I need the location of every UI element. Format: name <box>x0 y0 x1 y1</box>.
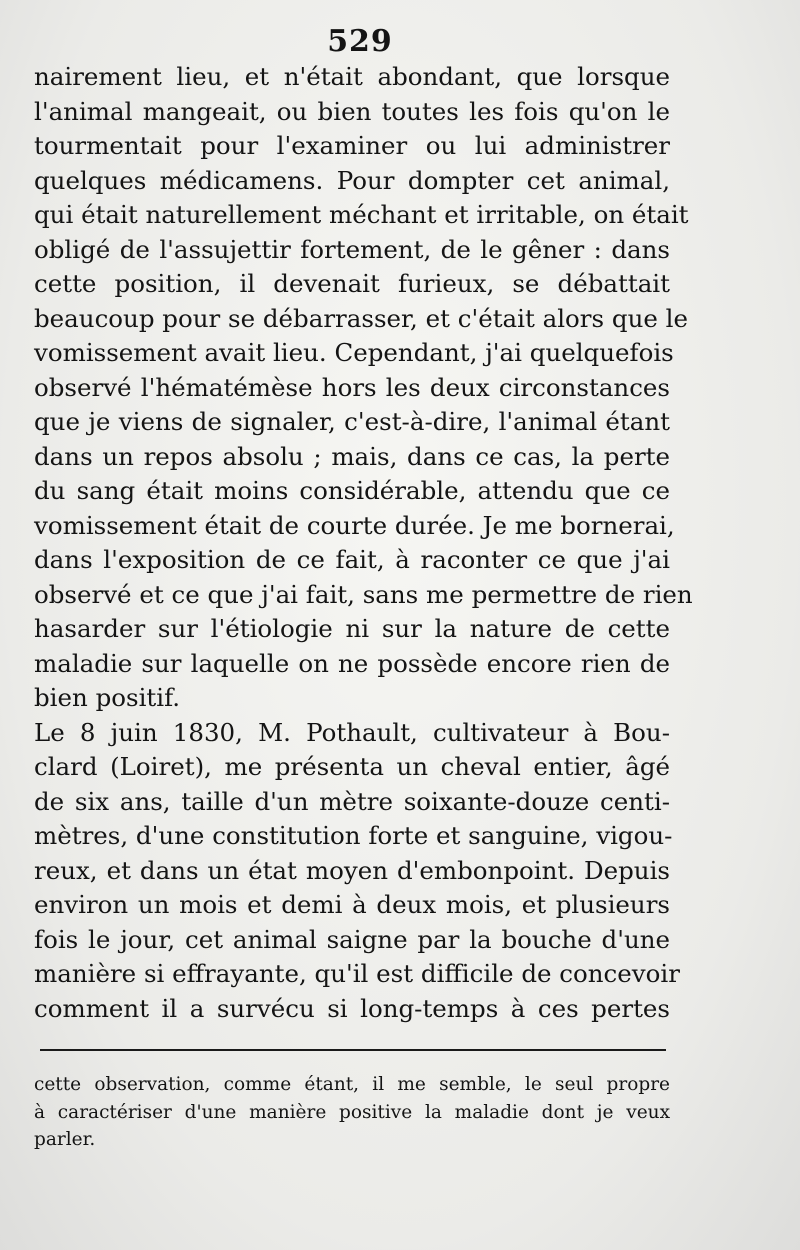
text-line: vomissement était de courte durée. Je me bornerai, <box>34 510 675 540</box>
text-line: quelques médicamens. Pour dompter cet animal, <box>34 165 670 195</box>
text-line: du sang était moins considérable, attendu que ce <box>34 476 670 505</box>
text-line: nairement lieu, et n'était abondant, que lorsque <box>34 62 670 91</box>
text-line: de six ans, taille d'un mètre soixante-douze centi- <box>34 786 670 816</box>
text-line: observé l'hématémèse hors les deux circonstances <box>34 372 670 402</box>
text-line: observé et ce que j'ai fait, sans me permettre de rien <box>34 579 693 609</box>
text-line: hasarder sur l'étiologie ni sur la nature de cette <box>34 614 670 643</box>
text-line: clard (Loiret), me présenta un cheval entier, âgé <box>34 752 670 781</box>
text-line: manière si effrayante, qu'il est difficile de concevoir <box>34 959 680 988</box>
text-line: qui était naturellement méchant et irritable, on était <box>34 200 689 229</box>
text-line: obligé de l'assujettir fortement, de le gêner : dans <box>34 234 670 264</box>
text-line: tourmentait pour l'examiner ou lui administrer <box>34 131 670 160</box>
text-line: reux, et dans un état moyen d'embonpoint. Depuis <box>34 855 670 885</box>
text-line: dans l'exposition de ce fait, à raconter ce que j'ai <box>34 545 670 574</box>
footnote-rule <box>40 1049 666 1051</box>
text-line: bien positif. <box>34 683 181 712</box>
text-line: maladie sur laquelle on ne possède encore rien de <box>34 648 670 678</box>
text-line: beaucoup pour se débarrasser, et c'était alors que le <box>34 303 688 333</box>
text-line: environ un mois et demi à deux mois, et plusieurs <box>34 890 670 919</box>
text-line: que je viens de signaler, c'est-à-dire, l'animal étant <box>34 407 670 436</box>
text-line: cette position, il devenait furieux, se débattait <box>34 269 670 298</box>
footnote-line: cette observation, comme étant, il me semble, le seul propre <box>34 1074 670 1095</box>
text-line: fois le jour, cet animal saigne par la bouche d'une <box>34 924 670 954</box>
text-line: vomissement avait lieu. Cependant, j'ai quelquefois <box>34 338 674 367</box>
footnote <box>34 1071 670 1154</box>
body-text <box>34 60 693 1026</box>
footnote-line: parler. <box>34 1129 96 1150</box>
page-number: 529 <box>327 24 393 59</box>
footnote-line: à caractériser d'une manière positive la maladie dont je veux <box>34 1101 670 1123</box>
text-line: l'animal mangeait, ou bien toutes les fois qu'on le <box>34 96 670 126</box>
text-line: Le 8 juin 1830, M. Pothault, cultivateur à Bou- <box>34 717 670 747</box>
text-line: comment il a survécu si long-temps à ces pertes <box>34 993 670 1023</box>
text-line: dans un repos absolu ; mais, dans ce cas, la perte <box>34 441 670 471</box>
text-line: mètres, d'une constitution forte et sanguine, vigou- <box>34 821 673 850</box>
